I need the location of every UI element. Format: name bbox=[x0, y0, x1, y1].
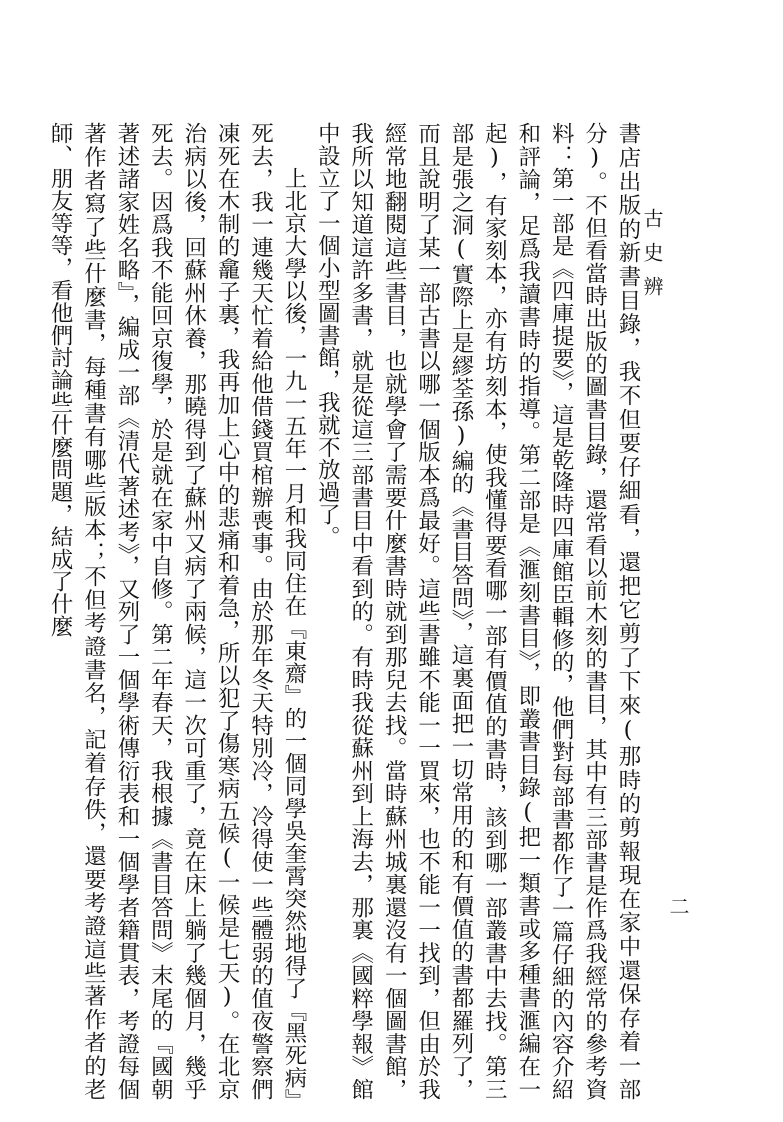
page-number: 二 bbox=[666, 896, 690, 916]
running-head: 古史辨 bbox=[640, 208, 664, 310]
paragraph-2: 上北京大學以後，一九一五年一月和我同住在『東齋』的一個同學吳奎霄突然地得了『黑死病』死去，我一連幾天忙着給他借錢買棺辦喪事。由於那年冬天特別冷，冷得使一些體弱的值夜警察們凍死在木制的龕子裏，我再加上心中的悲痛和着急，所以犯了傷寒病五候(一候是七天)。在北京治病以後，回蘇州休養，那曉得到了蘇州又病了兩候，這一次可重了，竟在床上躺了幾個月，幾乎死去。因爲我不能回京復學，於是就在家中自修。第二年春天，我根據《書目答問》末尾的『國朝著述諸家姓名略』，編成一部《清代著述考》，又列了一個學術傳衍表和一個學者籍貫表，考證每個著作者寫了些什麼書，每種書有哪些版本；不但考證書名，記着存佚，還要考證這些著作者的老師、朋友等等，看他們討論些什麼問題，結成了什麼 bbox=[47, 122, 307, 1100]
paragraph-1: 書店出版的新書目錄，我不但要仔細看，還把它剪了下來(那時的剪報現在家中還保存着一部分)。不但看當時出版的圖書目錄，還常看以前木刻的書目，其中有三部書是作爲我經常的參考資料：第一部是《四庫提要》，這是乾隆時四庫館臣輯修的，他們對每部書都作了一篇仔細的內容介紹和評論，足爲我讀書時的指導。第二部是《滙刻書目》，即叢書目錄(把一類書或多種書滙編在一起)，有家刻本，亦有坊刻本，使我懂得要看哪一部有價值的書時，該到哪一部叢書中去找。第三部是張之洞(實際上是繆荃孫)編的《書目答問》，這裏面把一切常用的和有價值的書都羅列了，而且說明了某一部古書以哪一個版本爲最好。這些書雖不能一一買來，也不能一一找到，但由於我經常地翻閱這些書目，也就學會了需要什麼書時就到那兒去找。當時蘇州城裏還沒有一個圖書館，我所以知道這許多書，就是從這三部書目中看到的。有時我從蘇州到上海去，那裏《國粹學報》館中設立了一個小型圖書館，我就不放過了。 bbox=[314, 122, 641, 1100]
body-text bbox=[47, 122, 644, 1100]
